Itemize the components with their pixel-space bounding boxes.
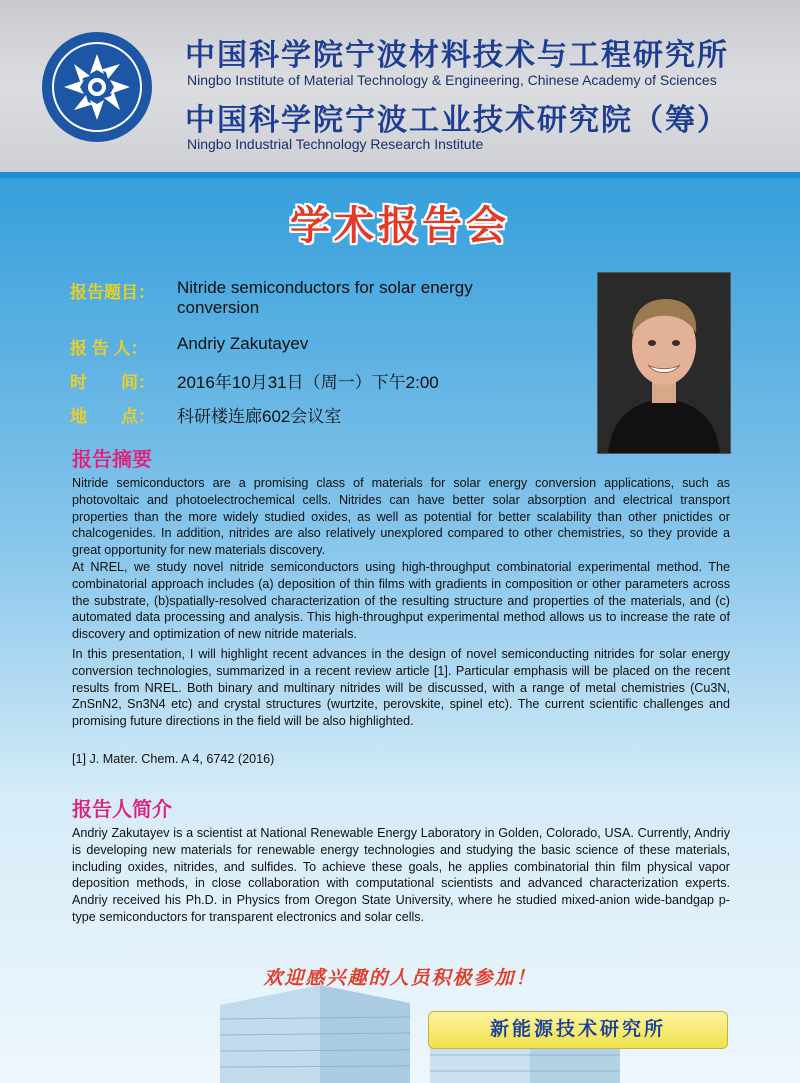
institute-name-cn: 中国科学院宁波材料技术与工程研究所 (185, 38, 729, 73)
abstract-paragraph-2: At NREL, we study novel nitride semiconductors using high-throughput combinatorial experimental method. The combinatorial approach includes (a) deposition of thin films with gradients in composition or other parameters across the substrate, (b)spatially-resolved characterization of the resulting structure and properties of the materials, and (c) automated data processing and analysis. This high-throughput experimental method allows us to increase the rate of discovery and optimization of new nitride materials. (72, 560, 730, 642)
abstract-paragraph-3: In this presentation, I will highlight recent advances in the design of novel semiconducting nitrides for solar energy conversion technologies, summarized in a recent review article [1]. Particular emphasis will be placed on the recent results from NREL. Both binary and multinary nitrides will be discussed, with a range of metal chemistries (Cu3N, ZnSnN2, Sn3N4 etc) and crystal structures (wurtzite, perovskite, spinel etc). The current scientific challenges and promising future directions in the field will be also highlighted. (72, 647, 730, 729)
place-value: 科研楼连廊602会议室 (177, 407, 342, 426)
abstract-reference: [1] J. Mater. Chem. A 4, 6742 (2016) (72, 752, 275, 766)
speaker-label: 报 告 人： (70, 339, 148, 358)
welcome-message: 欢迎感兴趣的人员积极参加！ (263, 967, 537, 989)
page-title: 学术报告会 (290, 202, 510, 249)
department-badge: 新能源技术研究所 (428, 1011, 728, 1049)
bio-heading: 报告人简介 (72, 797, 172, 821)
institute2-name-en: Ningbo Industrial Technology Research Institute (187, 136, 484, 152)
topic-label: 报告题目： (70, 283, 155, 302)
place-label: 地 点： (70, 407, 155, 426)
cas-logo-emblem-icon (42, 32, 152, 142)
time-label: 时 间： (70, 373, 155, 392)
institute2-name-cn: 中国科学院宁波工业技术研究院（筹） (185, 103, 729, 138)
institute-name-en: Ningbo Institute of Material Technology & Engineering, Chinese Academy of Sciences (187, 72, 717, 88)
speaker-portrait-icon (598, 273, 730, 453)
bio-paragraph: Andriy Zakutayev is a scientist at National Renewable Energy Laboratory in Golden, Colorado, USA. Currently, Andriy is developing new materials for renewable energy technologies and studying the basic science of these materials, including oxides, nitrides, and sulfides. To achieve these goals, he applies combinatorial thin film physical vapor deposition methods, in close collaboration with computational scientists and advanced characterization experts. Andriy received his Ph.D. in Physics from Oregon State University, where he studied mixed-anion wide-bandgap p-type semiconductors for transparent electronics and solar cells. (72, 826, 730, 924)
cas-logo (42, 32, 152, 142)
header (0, 0, 800, 172)
topic-value: Nitride semiconductors for solar energy conversion (177, 278, 473, 317)
header-divider (0, 172, 800, 178)
speaker-value: Andriy Zakutayev (177, 334, 309, 353)
abstract-heading: 报告摘要 (72, 447, 152, 471)
time-value: 2016年10月31日（周一）下午2:00 (177, 373, 439, 392)
speaker-photo (597, 272, 731, 454)
abstract-paragraph-1: Nitride semiconductors are a promising class of materials for solar energy conversion applications, such as photovoltaic and photoelectrochemical cells. Nitrides can have better solar absorption and electrical transport properties than the more widely studied oxides, as well as potential for better scalability than other pnictides or chalcogenides. In addition, nitrides are also relatively unexplored compared to other chemistries, so they provide a great opportunity for new materials discovery. (72, 476, 730, 558)
